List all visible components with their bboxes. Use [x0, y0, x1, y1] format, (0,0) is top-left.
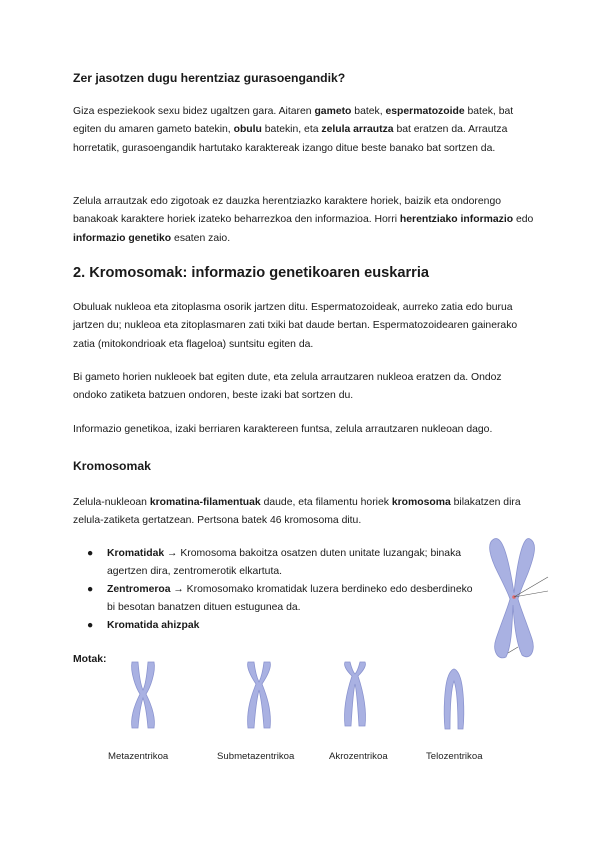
paragraph-informazioa: Informazio genetikoa, izaki berriaren karaktereen funtsa, zelula arrautzaren nukleoan dago. [73, 424, 493, 435]
paragraph-kromatina: Zelula-nukleoan kromatina-filamentuak daude, eta filamentu horiek kromosoma bilakatzen dira zelula-zatiketa gertatzean. Pertsona batek 46 kromosoma ditu. [73, 497, 521, 527]
paragraph-nukleoak: Bi gameto horien nukleoek bat egiten dute, eta zelula arrautzaren nukleoa eratzen da. Ondoz ondoko zatiketa batzuen ondoren, beste izaki bat sortzen du. [73, 372, 502, 402]
chromosome-metacentric-icon [128, 660, 158, 730]
list-item: ● Zentromeroa → Kromosomako kromatidak luzera berdineko edo desberdineko bi besotan banatzen dituen estugunea da. [73, 581, 473, 617]
chromosome-submetacentric-icon [244, 660, 274, 730]
section-heading-kromosomak: 2. Kromosomak: informazio genetikoaren euskarria [73, 265, 430, 281]
chromosome-acrocentric-icon [340, 660, 370, 730]
list-item: ● Kromatida ahizpak [73, 617, 473, 635]
caption-akrozentrikoa: Akrozentrikoa [329, 751, 388, 762]
bullet-marker: ● [87, 584, 94, 595]
paragraph-obulua: Obuluak nukleoa eta zitoplasma osorik jartzen ditu. Espermatozoideak, aurreko zatia edo burua jartzen du; nukleoa eta zitoplasmaren zati txiki bat daude bertan. Espermatozoidearen gainerako zatia (mitokondrioak eta flageloa) suntsitu egiten da. [73, 302, 518, 350]
list-item: ● Kromatidak → Kromosoma bakoitza osatzen duten unitate luzangak; binaka agertzen dira, zentromerotik elkartuta. [73, 545, 473, 581]
paragraph-gametoak: Giza espeziekook sexu bidez ugaltzen gara. Aitaren gameto batek, espermatozoide batek, bat egiten du amaren gameto batekin, obulu batekin, eta zelula arrautza bat eratzen da. Arrautza horretatik, gurasoengandik hartutako karaktereak izango ditue beste banako bat sortzen da. [73, 106, 514, 154]
chromosome-diagram-illustration [478, 535, 548, 665]
bullet-marker: ● [87, 620, 94, 631]
caption-metazentrikoa: Metazentrikoa [108, 751, 169, 762]
paragraph-zigotoa: Zelula arrautzak edo zigotoak ez dauzka herentziazko karaktere horiek, baizik eta ondorengo banakoak karaktere horiek izateko beharrezkoa den informazioa. Horri herentziako informazio edo informazio genetiko esaten zaio. [73, 196, 534, 244]
heading-herentzia: Zer jasotzen dugu herentziaz gurasoengandik? [73, 71, 346, 85]
definitions-list [73, 545, 473, 635]
subheading-kromosomak: Kromosomak [73, 459, 151, 473]
bullet-marker: ● [87, 548, 94, 559]
caption-submetazentrikoa: Submetazentrikoa [217, 751, 295, 762]
types-label: Motak: [73, 654, 107, 665]
chromosome-telocentric-icon [439, 665, 469, 735]
caption-telozentrikoa: Telozentrikoa [426, 751, 483, 762]
